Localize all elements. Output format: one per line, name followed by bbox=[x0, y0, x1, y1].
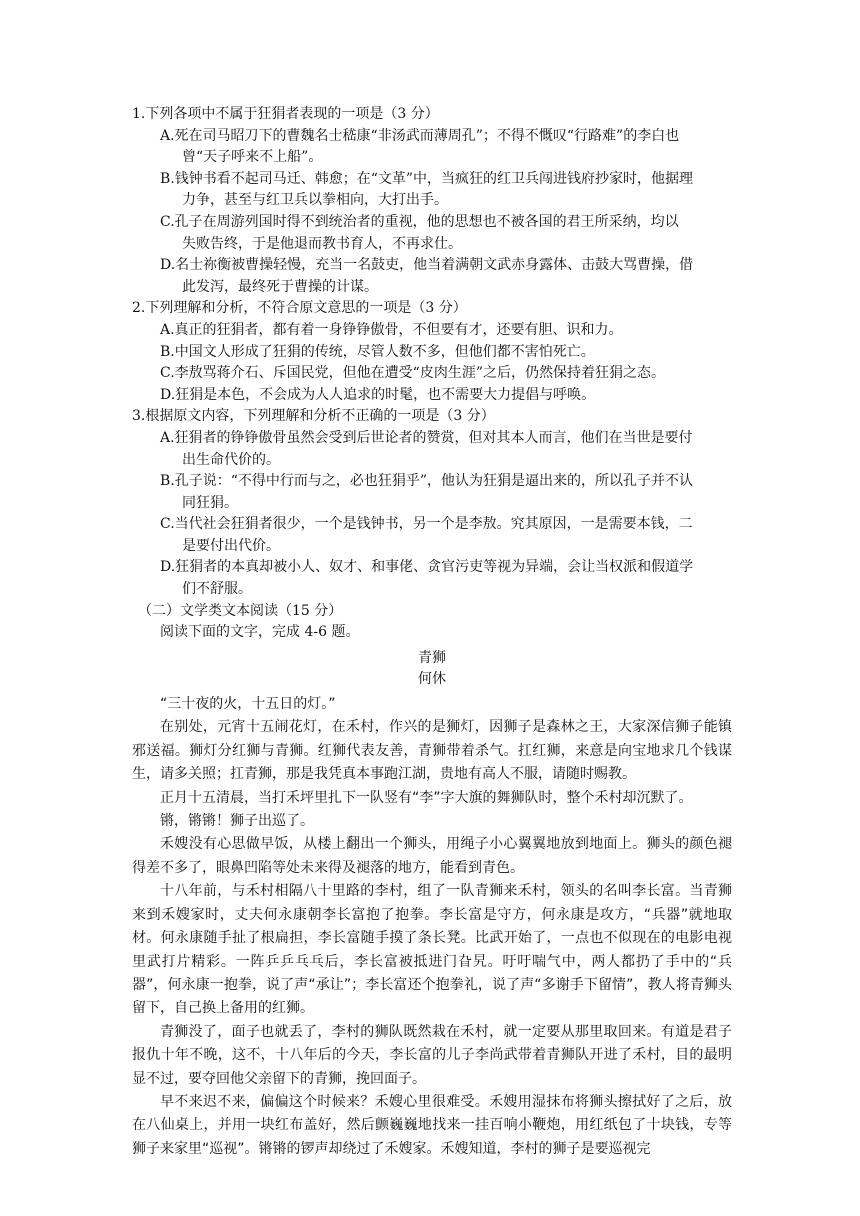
option-b-continued: 同狂狷。 bbox=[182, 494, 238, 511]
option-b-continued: 力争，甚至与红卫兵以拳相向，大打出手。 bbox=[182, 192, 448, 209]
story-body bbox=[132, 693, 732, 1161]
question-1 bbox=[132, 104, 732, 298]
page-content bbox=[132, 104, 732, 1161]
section-heading: （二）文学类文本阅读（15 分） bbox=[138, 602, 343, 619]
story-paragraph: 锵，锵锵！狮子出巡了。 bbox=[160, 813, 314, 830]
option-c: C.当代社会狂狷者很少，一个是钱钟书，另一个是李敖。究其原因，一是需要本钱，二 bbox=[160, 516, 693, 533]
story-paragraph: 早不来迟不来，偏偏这个时候来？禾嫂心里很难受。禾嫂用湿抹布将狮头擦拭好了之后，放在八仙桌上，并用一块红布盖好，然后颤巍巍地找来一挂百响小鞭炮，用红纸包了十块钱，专等狮子来家里“巡视”。锵锵的锣声却绕过了禾嫂家。禾嫂知道，李村的狮子是要巡视完 bbox=[132, 1093, 732, 1157]
option-c-continued: 失败告终，于是他退而教书育人，不再求仕。 bbox=[182, 235, 462, 252]
option-d: D.狂狷者的本真却被小人、奴才、和事佬、贪官污吏等视为异端，会让当权派和假道学 bbox=[160, 559, 694, 576]
story-paragraph: 在别处，元宵十五闹花灯，在禾村，作兴的是狮灯，因狮子是森林之王，大家深信狮子能镇邪送福。狮灯分红狮与青狮。红狮代表友善，青狮带着杀气。扛红狮，来意是向宝地求几个钱谋生，请多关照；扛青狮，那是我凭真本事跑江湖，贵地有高人不服，请随时赐教。 bbox=[132, 719, 732, 783]
option-c: C.李敖骂蒋介石、斥国民党，但他在遭受“皮肉生涯”之后，仍然保持着狂狷之态。 bbox=[160, 365, 665, 382]
story-paragraph: “三十夜的火，十五日的灯。” bbox=[160, 696, 336, 713]
option-a: A.狂狷者的铮铮傲骨虽然会受到后世论者的赞赏，但对其本人而言，他们在当世是要付 bbox=[160, 429, 693, 446]
question-2 bbox=[132, 298, 732, 406]
question-stem: 1.下列各项中不属于狂狷者表现的一项是（3 分） bbox=[132, 106, 439, 122]
question-stem: 2.下列理解和分析，不符合原文意思的一项是（3 分） bbox=[132, 300, 467, 317]
story-paragraph: 十八年前，与禾村相隔八十里路的李村，组了一队青狮来禾村，领头的名叫李长富。当青狮来到禾嫂家时，丈夫何永康朝李长富抱了抱拳。李长富是守方，何永康是攻方，“兵器”就地取材。何永康随手扯了根扁担，李长富随手摸了条长凳。比武开始了，一点也不似现在的电影电视里武打片精彩。一阵乒乒乓乓后，李长富被抵进门旮旯。吁吁喘气中，两人都扔了手中的“兵器”，何永康一抱拳，说了声“承让”；李长富还个抱拳礼，说了声“多谢手下留情”，教人将青狮头留下，自己换上备用的红狮。 bbox=[132, 883, 732, 1017]
option-d-continued: 此发泻，最终死于曹操的计谋。 bbox=[182, 278, 378, 295]
story-title: 青狮 bbox=[418, 649, 446, 666]
option-c: C.孔子在周游列国时得不到统治者的重视，他的思想也不被各国的君王所采纳，均以 bbox=[160, 213, 679, 230]
story-paragraph: 青狮没了，面子也就丢了，李村的狮队既然栽在禾村，就一定要从那里取回来。有道是君子报仇十年不晚，这不，十八年后的今天，李长富的儿子李尚武带着青狮队开进了禾村，目的最明显不过，要夺回他父亲留下的青狮，挽回面子。 bbox=[132, 1023, 732, 1087]
option-a: A.死在司马昭刀下的曹魏名士嵇康“非汤武而薄周孔”；不得不慨叹“行路难”的李白也 bbox=[160, 127, 680, 144]
option-a: A.真正的狂狷者，都有着一身铮铮傲骨，不但要有才，还要有胆、识和力。 bbox=[160, 321, 623, 338]
story-author: 何休 bbox=[418, 671, 446, 688]
option-a-continued: 曾“天子呼来不上船”。 bbox=[182, 149, 323, 166]
option-b: B.中国文人形成了狂狷的传统，尽管人数不多，但他们都不害怕死亡。 bbox=[160, 343, 595, 360]
option-d-continued: 们不舒服。 bbox=[182, 581, 252, 598]
reading-instruction: 阅读下面的文字，完成 4-6 题。 bbox=[160, 624, 360, 641]
option-b: B.钱钟书看不起司马迁、韩愈；在“文革”中，当疯狂的红卫兵闯进钱府抄家时，他据理 bbox=[160, 170, 694, 187]
question-stem: 3.根据原文内容，下列理解和分析不正确的一项是（3 分） bbox=[132, 408, 495, 425]
option-d: D.狂狷是本色，不会成为人人追求的时髦，也不需要大力提倡与呼唤。 bbox=[160, 386, 596, 403]
question-3 bbox=[132, 406, 732, 600]
option-c-continued: 是要付出代价。 bbox=[182, 537, 280, 554]
option-d: D.名士祢衡被曹操轻慢，充当一名鼓吏，他当着满朝文武赤身露体、击鼓大骂曹操，借 bbox=[160, 257, 694, 274]
option-a-continued: 出生命代价的。 bbox=[182, 451, 280, 468]
story-paragraph: 禾嫂没有心思做早饭，从楼上翻出一个狮头，用绳子小心翼翼地放到地面上。狮头的颜色褪得差不多了，眼鼻凹陷等处未来得及褪落的地方，能看到青色。 bbox=[132, 836, 732, 876]
option-b: B.孔子说：“不得中行而与之，必也狂狷乎”，他认为狂狷是逼出来的，所以孔子并不认 bbox=[160, 473, 694, 490]
story-paragraph: 正月十五清晨，当打禾坪里扎下一队竖有“李”字大旗的舞狮队时，整个禾村却沉默了。 bbox=[160, 789, 693, 806]
